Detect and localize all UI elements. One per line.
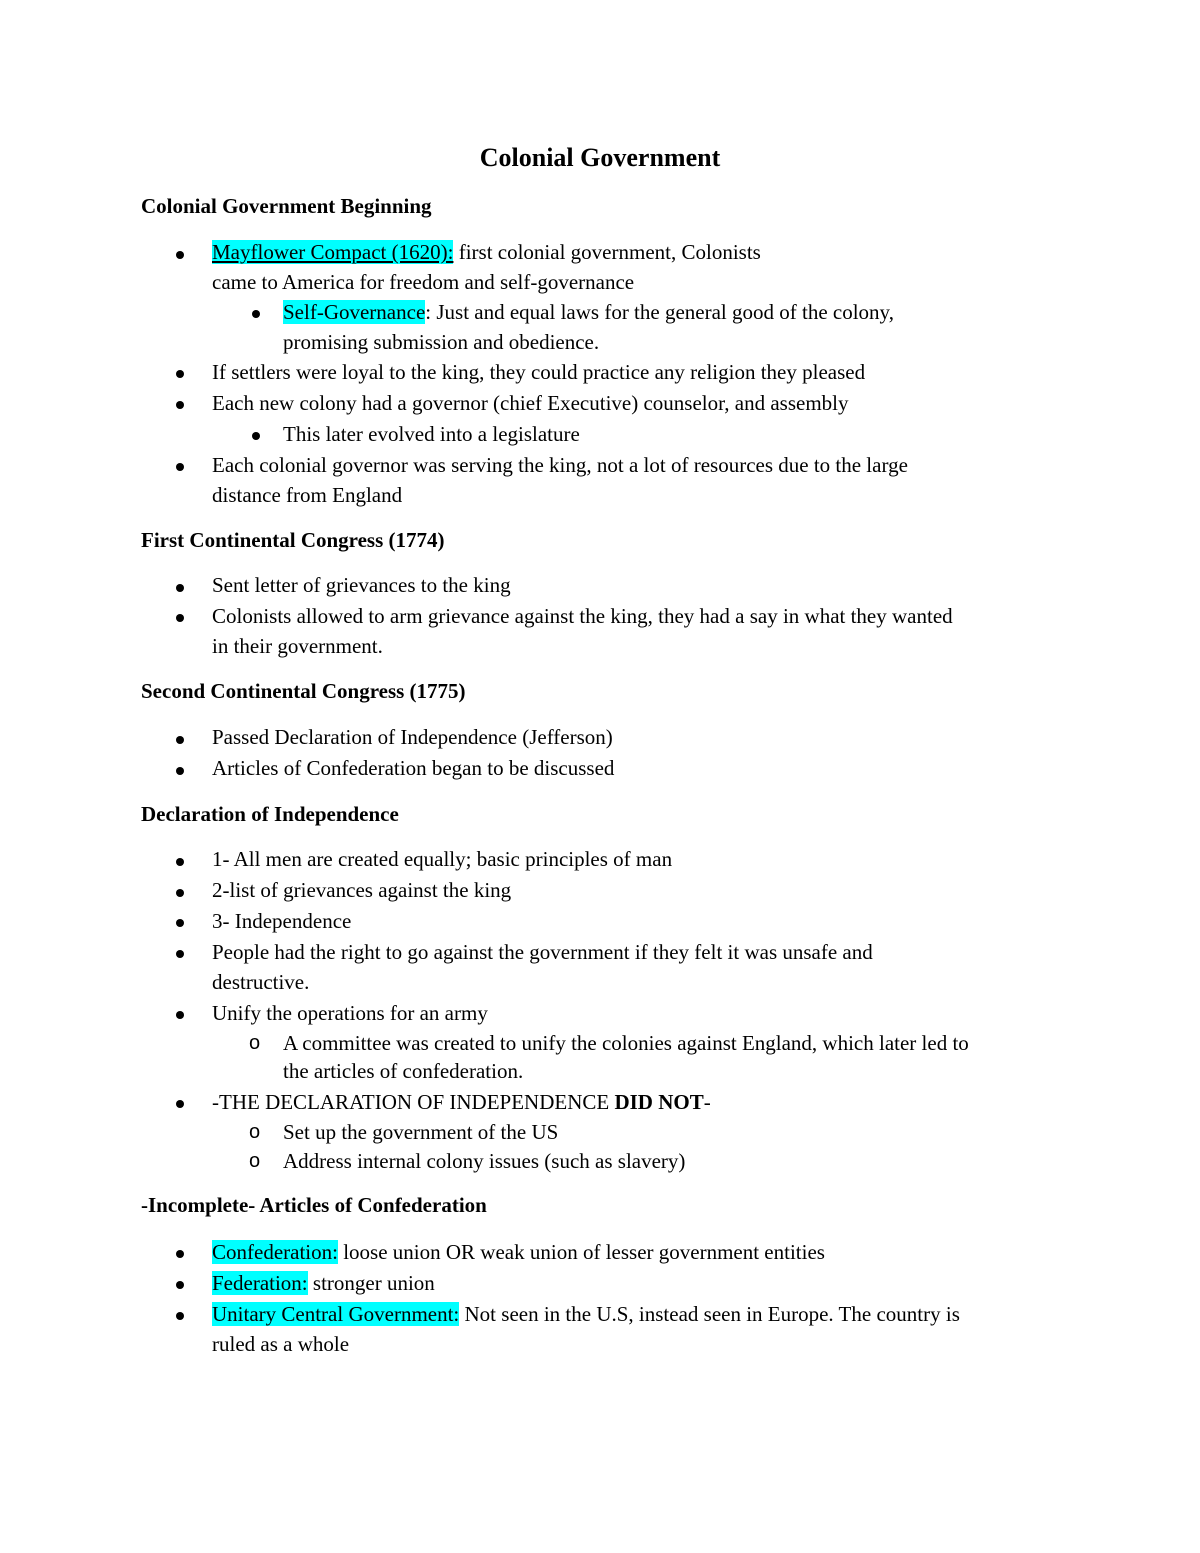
- section-heading: First Continental Congress (1774): [141, 528, 445, 552]
- bullet-icon: [252, 432, 260, 440]
- list-item: Colonists allowed to arm grievance against the king, they had a say in what they wanted: [212, 604, 953, 628]
- item-text: -THE DECLARATION OF INDEPENDENCE: [212, 1090, 615, 1114]
- list-item-continuation: destructive.: [212, 970, 310, 994]
- list-item: This later evolved into a legislature: [283, 422, 580, 446]
- bullet-icon: [176, 370, 184, 378]
- list-item: [283, 297, 894, 327]
- section-heading: Second Continental Congress (1775): [141, 679, 466, 703]
- bullet-icon: [176, 736, 184, 744]
- document-title: Colonial Government: [479, 143, 721, 172]
- bullet-icon: [176, 614, 184, 622]
- item-text: Not seen in the U.S, instead seen in Europe. The country is: [459, 1302, 960, 1326]
- section-heading: Colonial Government Beginning: [141, 194, 432, 218]
- list-item: Passed Declaration of Independence (Jefferson): [212, 725, 613, 749]
- section-heading: Declaration of Independence: [141, 802, 399, 826]
- emphasis-text: DID NOT: [614, 1090, 704, 1114]
- list-item-continuation: distance from England: [212, 483, 403, 507]
- list-item: Set up the government of the US: [283, 1120, 559, 1144]
- list-item: Each new colony had a governor (chief Executive) counselor, and assembly: [212, 391, 849, 415]
- hollow-bullet-icon: o: [249, 1032, 261, 1054]
- list-item: Unify the operations for an army: [212, 1001, 488, 1025]
- bullet-icon: [176, 584, 184, 592]
- term-highlight: Unitary Central Government:: [212, 1302, 460, 1326]
- list-item: People had the right to go against the government if they felt it was unsafe and: [212, 940, 873, 964]
- bullet-icon: [176, 251, 184, 259]
- bullet-icon: [176, 463, 184, 471]
- bullet-icon: [176, 858, 184, 866]
- term-highlight: Federation:: [212, 1271, 308, 1295]
- list-item: A committee was created to unify the colonies against England, which later led to: [283, 1031, 969, 1055]
- list-item-continuation: came to America for freedom and self-governance: [212, 270, 635, 294]
- list-item-continuation: the articles of confederation.: [283, 1059, 524, 1083]
- list-item: 3- Independence: [212, 909, 352, 933]
- bullet-icon: [176, 1100, 184, 1108]
- bullet-icon: [176, 950, 184, 958]
- item-text: -: [703, 1090, 711, 1114]
- bullet-icon: [176, 1011, 184, 1019]
- list-item-continuation: ruled as a whole: [212, 1332, 350, 1356]
- list-item-continuation: promising submission and obedience.: [283, 330, 600, 354]
- list-item: 1- All men are created equally; basic principles of man: [212, 847, 673, 871]
- list-item: [212, 1237, 825, 1267]
- list-item: Articles of Confederation began to be discussed: [212, 756, 615, 780]
- list-item: [212, 237, 761, 267]
- bullet-icon: [176, 767, 184, 775]
- section-heading: -Incomplete- Articles of Confederation: [141, 1193, 487, 1217]
- bullet-icon: [176, 889, 184, 897]
- bullet-icon: [176, 1250, 184, 1258]
- list-item: Address internal colony issues (such as slavery): [283, 1149, 686, 1173]
- term-highlight: Confederation:: [212, 1240, 338, 1264]
- bullet-icon: [176, 1281, 184, 1289]
- list-item: Sent letter of grievances to the king: [212, 573, 511, 597]
- list-item: Each colonial governor was serving the king, not a lot of resources due to the large: [212, 453, 908, 477]
- bullet-icon: [176, 401, 184, 409]
- list-item: [212, 1087, 711, 1117]
- list-item: [212, 1268, 435, 1298]
- bullet-icon: [176, 1312, 184, 1320]
- item-text: first colonial government, Colonists: [453, 240, 761, 264]
- item-text: loose union OR weak union of lesser government entities: [337, 1240, 825, 1264]
- hollow-bullet-icon: o: [249, 1121, 261, 1143]
- item-text: : Just and equal laws for the general good of the colony,: [425, 300, 894, 324]
- list-item: If settlers were loyal to the king, they could practice any religion they pleased: [212, 360, 866, 384]
- term-highlight: Self-Governance: [283, 300, 426, 324]
- bullet-icon: [252, 310, 260, 318]
- list-item: 2-list of grievances against the king: [212, 878, 512, 902]
- term-highlight: Mayflower Compact (1620):: [212, 240, 454, 264]
- list-item: [212, 1299, 960, 1329]
- item-text: stronger union: [307, 1271, 435, 1295]
- hollow-bullet-icon: o: [249, 1150, 261, 1172]
- bullet-icon: [176, 919, 184, 927]
- list-item-continuation: in their government.: [212, 634, 383, 658]
